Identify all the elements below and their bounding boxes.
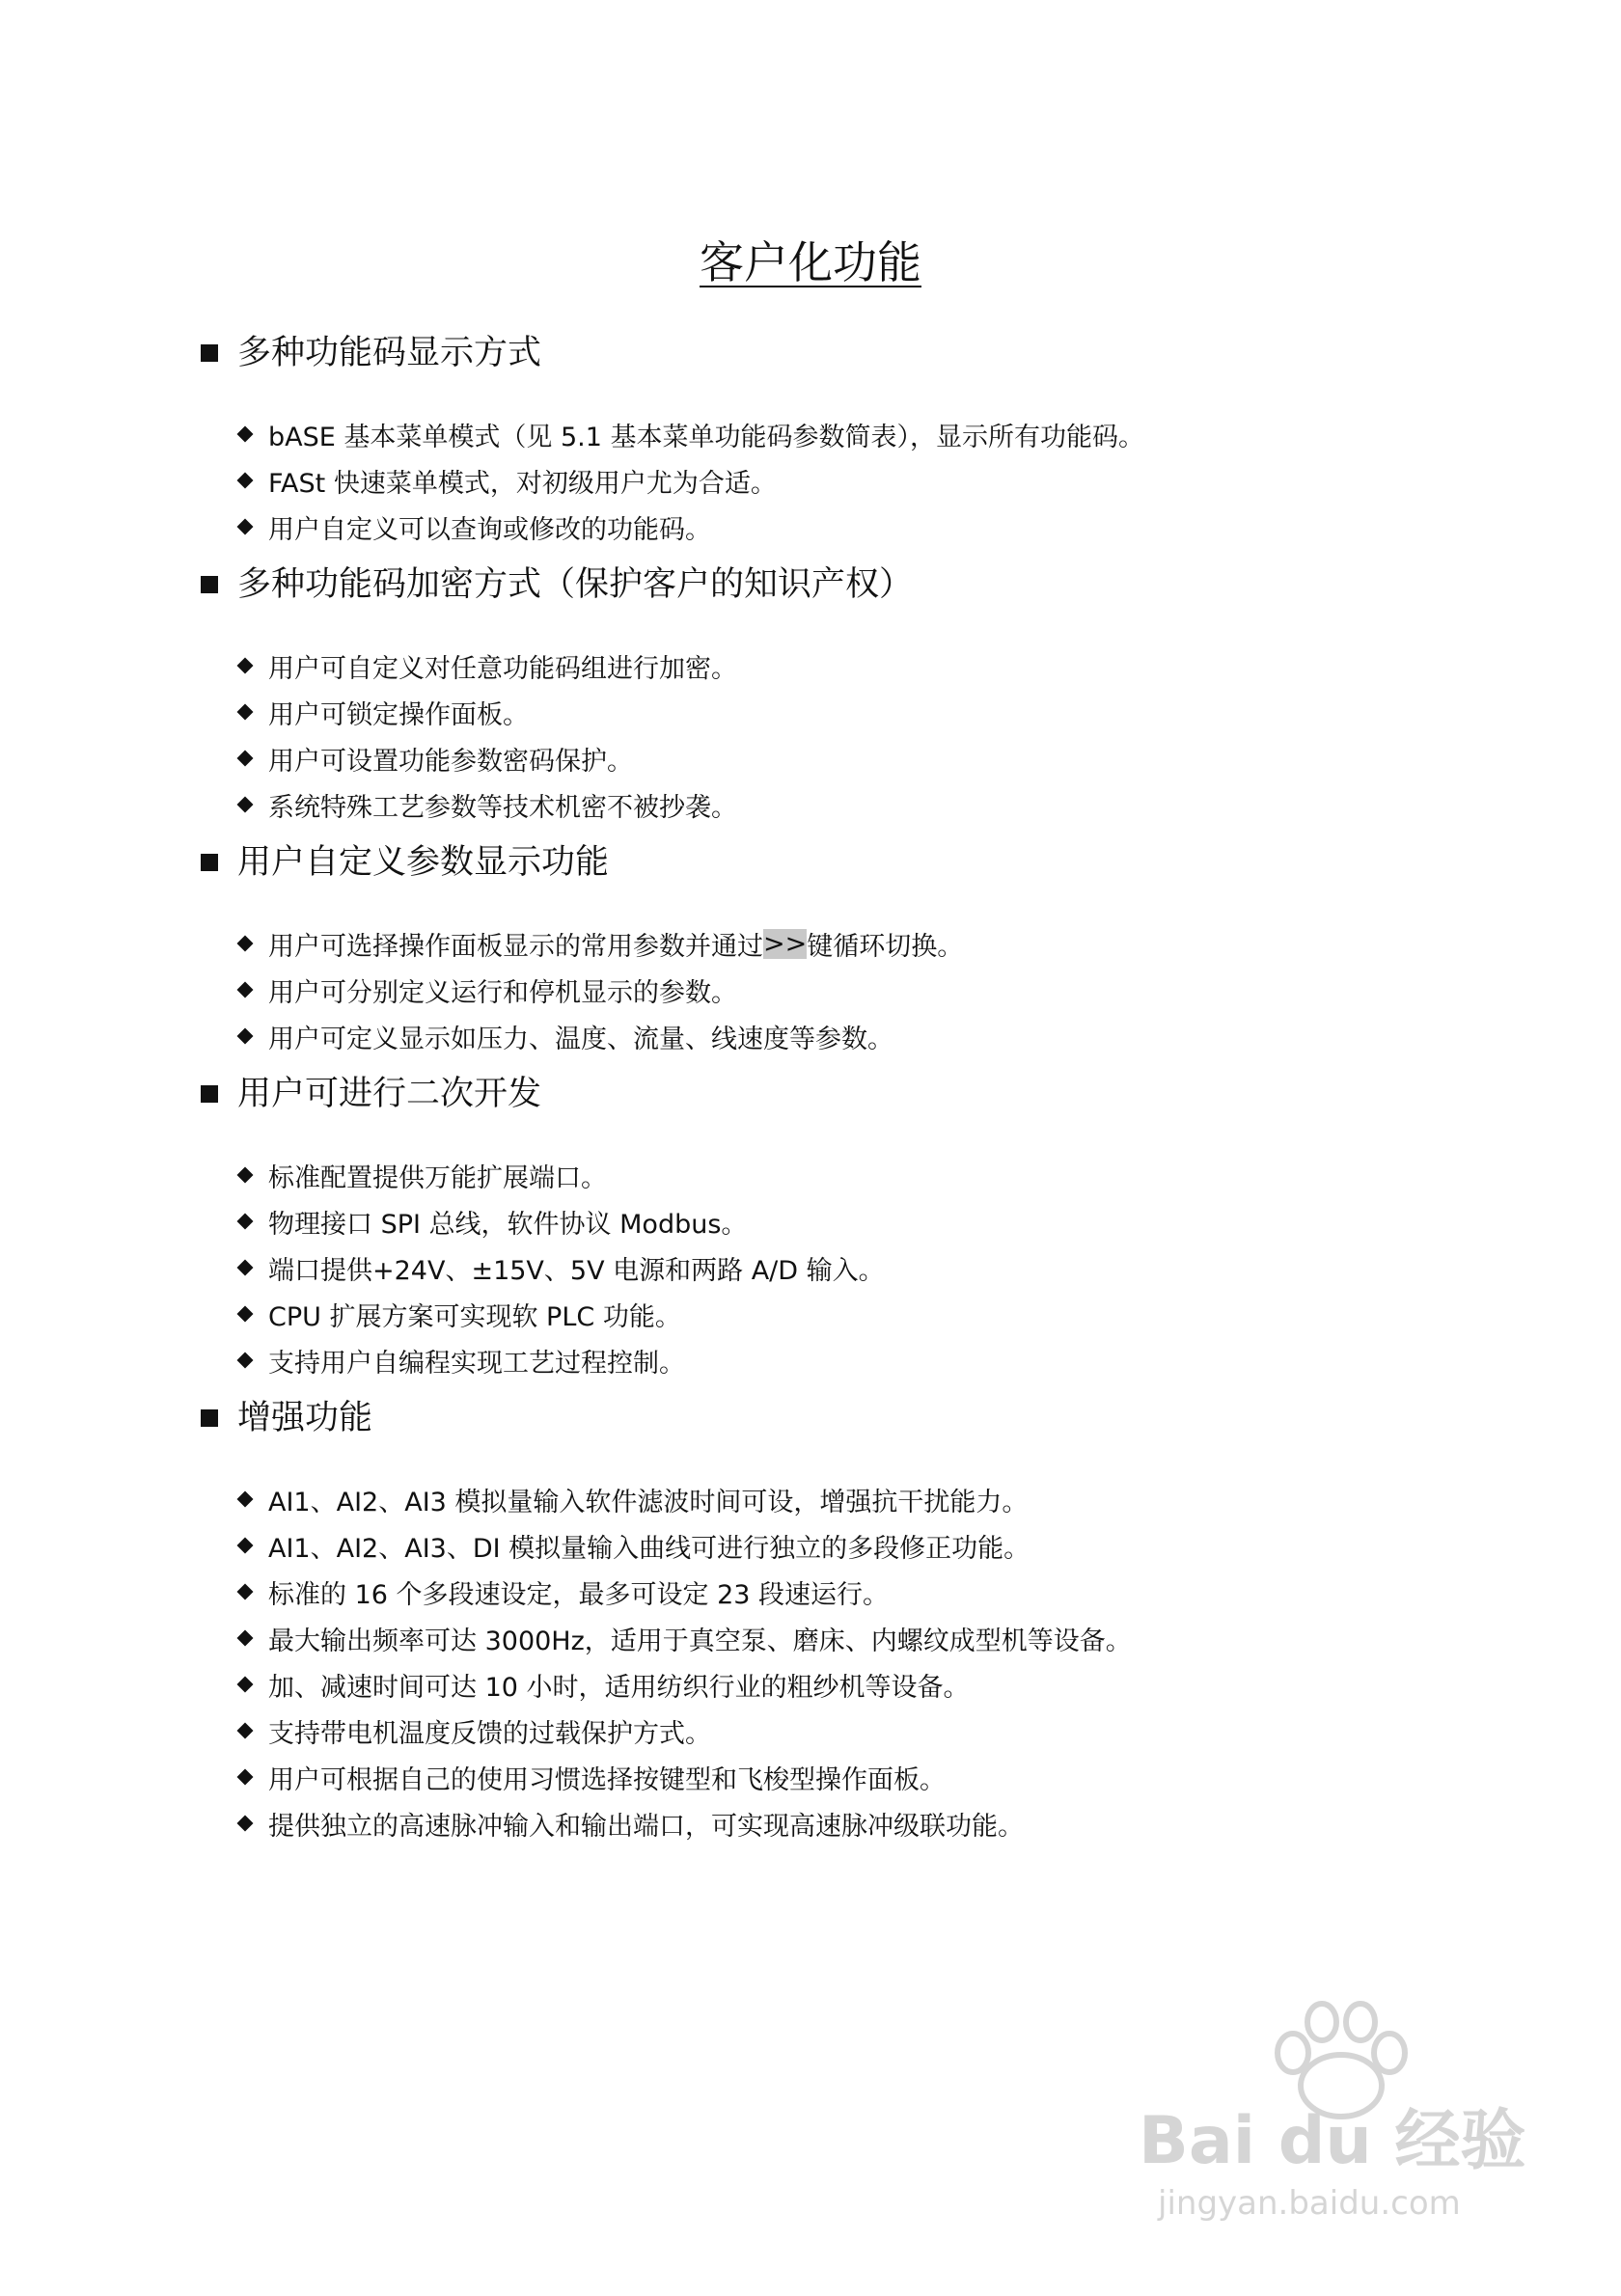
list-item <box>235 1800 1453 1846</box>
list-item <box>235 1337 1453 1383</box>
section-heading <box>199 1391 1453 1445</box>
square-bullet-icon <box>201 344 218 362</box>
section-heading <box>199 835 1453 889</box>
content <box>199 326 1453 1854</box>
diamond-bullet-icon <box>237 658 254 674</box>
diamond-bullet-icon <box>237 1584 254 1600</box>
list-item <box>235 1244 1453 1291</box>
list-item <box>235 967 1453 1013</box>
list-item <box>235 504 1453 550</box>
list-item-text: 用户可根据自己的使用习惯选择按键型和飞梭型操作面板。 <box>268 1764 946 1795</box>
list-item <box>235 1013 1453 1059</box>
list-item-text: 用户可分别定义运行和停机显示的参数。 <box>268 977 737 1008</box>
diamond-bullet-icon <box>237 1028 254 1045</box>
diamond-bullet-icon <box>237 982 254 998</box>
list-item <box>235 411 1453 457</box>
list-item <box>235 1476 1453 1522</box>
list-item-text: AI1、AI2、AI3、DI 模拟量输入曲线可进行独立的多段修正功能。 <box>268 1533 1030 1564</box>
diamond-bullet-icon <box>237 1538 254 1554</box>
list-item <box>235 1152 1453 1198</box>
item-list <box>199 411 1453 550</box>
list-item-text: FASt 快速菜单模式，对初级用户尤为合适。 <box>268 468 777 499</box>
list-item-text: 用户自定义可以查询或修改的功能码。 <box>268 514 711 545</box>
baidu-jingyan-watermark <box>1139 1997 1525 2228</box>
diamond-bullet-icon <box>237 1260 254 1276</box>
item-list <box>199 1476 1453 1846</box>
diamond-bullet-icon <box>237 1306 254 1323</box>
section-encryption-modes <box>199 558 1453 828</box>
list-item-text: 物理接口 SPI 总线，软件协议 Modbus。 <box>268 1209 748 1240</box>
section-enhanced-functions <box>199 1391 1453 1846</box>
list-item-text: 系统特殊工艺参数等技术机密不被抄袭。 <box>268 792 737 823</box>
section-secondary-development <box>199 1067 1453 1383</box>
section-heading <box>199 558 1453 612</box>
diamond-bullet-icon <box>237 1816 254 1832</box>
item-list <box>199 920 1453 1059</box>
watermark-logo-text: Bai du 经验 <box>1139 2103 1526 2179</box>
square-bullet-icon <box>201 1409 218 1427</box>
list-item-text: 最大输出频率可达 3000Hz，适用于真空泵、磨床、内螺纹成型机等设备。 <box>268 1626 1132 1656</box>
square-bullet-icon <box>201 1085 218 1103</box>
list-item <box>235 1569 1453 1615</box>
section-heading-text: 增强功能 <box>237 1399 373 1437</box>
list-item-text: AI1、AI2、AI3 模拟量输入软件滤波时间可设，增强抗干扰能力。 <box>268 1487 1029 1517</box>
list-item-text: CPU 扩展方案可实现软 PLC 功能。 <box>268 1301 681 1332</box>
highlighted-key-symbol: >> <box>763 928 808 959</box>
diamond-bullet-icon <box>237 1353 254 1369</box>
list-item <box>235 457 1453 504</box>
square-bullet-icon <box>201 576 218 593</box>
diamond-bullet-icon <box>237 1214 254 1230</box>
list-item-text: 提供独立的高速脉冲输入和输出端口，可实现高速脉冲级联功能。 <box>268 1811 1024 1842</box>
section-heading-text: 多种功能码显示方式 <box>237 334 542 372</box>
diamond-bullet-icon <box>237 1769 254 1786</box>
item-list <box>199 642 1453 828</box>
diamond-bullet-icon <box>237 426 254 443</box>
list-item-text: 标准的 16 个多段速设定，最多可设定 23 段速运行。 <box>268 1579 890 1610</box>
diamond-bullet-icon <box>237 751 254 767</box>
section-heading <box>199 1067 1453 1121</box>
diamond-bullet-icon <box>237 1167 254 1184</box>
list-item <box>235 781 1453 828</box>
list-item <box>235 920 1453 967</box>
page-title: 客户化功能 <box>700 236 921 288</box>
diamond-bullet-icon <box>237 519 254 535</box>
list-item <box>235 1198 1453 1244</box>
list-item <box>235 1661 1453 1708</box>
list-item-text: 支持用户自编程实现工艺过程控制。 <box>268 1348 685 1379</box>
list-item-text-after: 键循环切换。 <box>807 931 964 962</box>
list-item-text: 加、减速时间可达 10 小时，适用纺织行业的粗纱机等设备。 <box>268 1672 970 1703</box>
section-multiple-display-modes <box>199 326 1453 550</box>
section-heading <box>199 326 1453 380</box>
list-item-text: 用户可设置功能参数密码保护。 <box>268 746 633 777</box>
list-item <box>235 1522 1453 1569</box>
list-item <box>235 689 1453 735</box>
section-heading-text: 用户自定义参数显示功能 <box>237 843 610 882</box>
section-custom-parameter-display <box>199 835 1453 1059</box>
diamond-bullet-icon <box>237 704 254 721</box>
list-item-text: 端口提供+24V、±15V、5V 电源和两路 A/D 输入。 <box>268 1255 885 1286</box>
list-item-text: 用户可锁定操作面板。 <box>268 699 529 730</box>
section-heading-text: 多种功能码加密方式（保护客户的知识产权） <box>237 565 914 604</box>
list-item-text: 用户可自定义对任意功能码组进行加密。 <box>268 653 737 684</box>
diamond-bullet-icon <box>237 1491 254 1508</box>
list-item <box>235 642 1453 689</box>
list-item-text-before: 用户可选择操作面板显示的常用参数并通过 <box>268 931 763 962</box>
diamond-bullet-icon <box>237 473 254 489</box>
list-item <box>235 1754 1453 1800</box>
list-item <box>235 1615 1453 1661</box>
list-item <box>235 735 1453 781</box>
diamond-bullet-icon <box>237 1723 254 1739</box>
list-item-text: bASE 基本菜单模式（见 5.1 基本菜单功能码参数简表），显示所有功能码。 <box>268 422 1144 452</box>
diamond-bullet-icon <box>237 1677 254 1693</box>
square-bullet-icon <box>201 854 218 871</box>
item-list <box>199 1152 1453 1383</box>
list-item <box>235 1291 1453 1337</box>
diamond-bullet-icon <box>237 797 254 813</box>
list-item <box>235 1708 1453 1754</box>
list-item-text: 支持带电机温度反馈的过载保护方式。 <box>268 1718 711 1749</box>
watermark-url: jingyan.baidu.com <box>1158 2184 1461 2223</box>
diamond-bullet-icon <box>237 1630 254 1647</box>
list-item-text: 标准配置提供万能扩展端口。 <box>268 1162 607 1193</box>
list-item-text: 用户可定义显示如压力、温度、流量、线速度等参数。 <box>268 1024 893 1054</box>
diamond-bullet-icon <box>237 936 254 952</box>
section-heading-text: 用户可进行二次开发 <box>237 1075 542 1113</box>
